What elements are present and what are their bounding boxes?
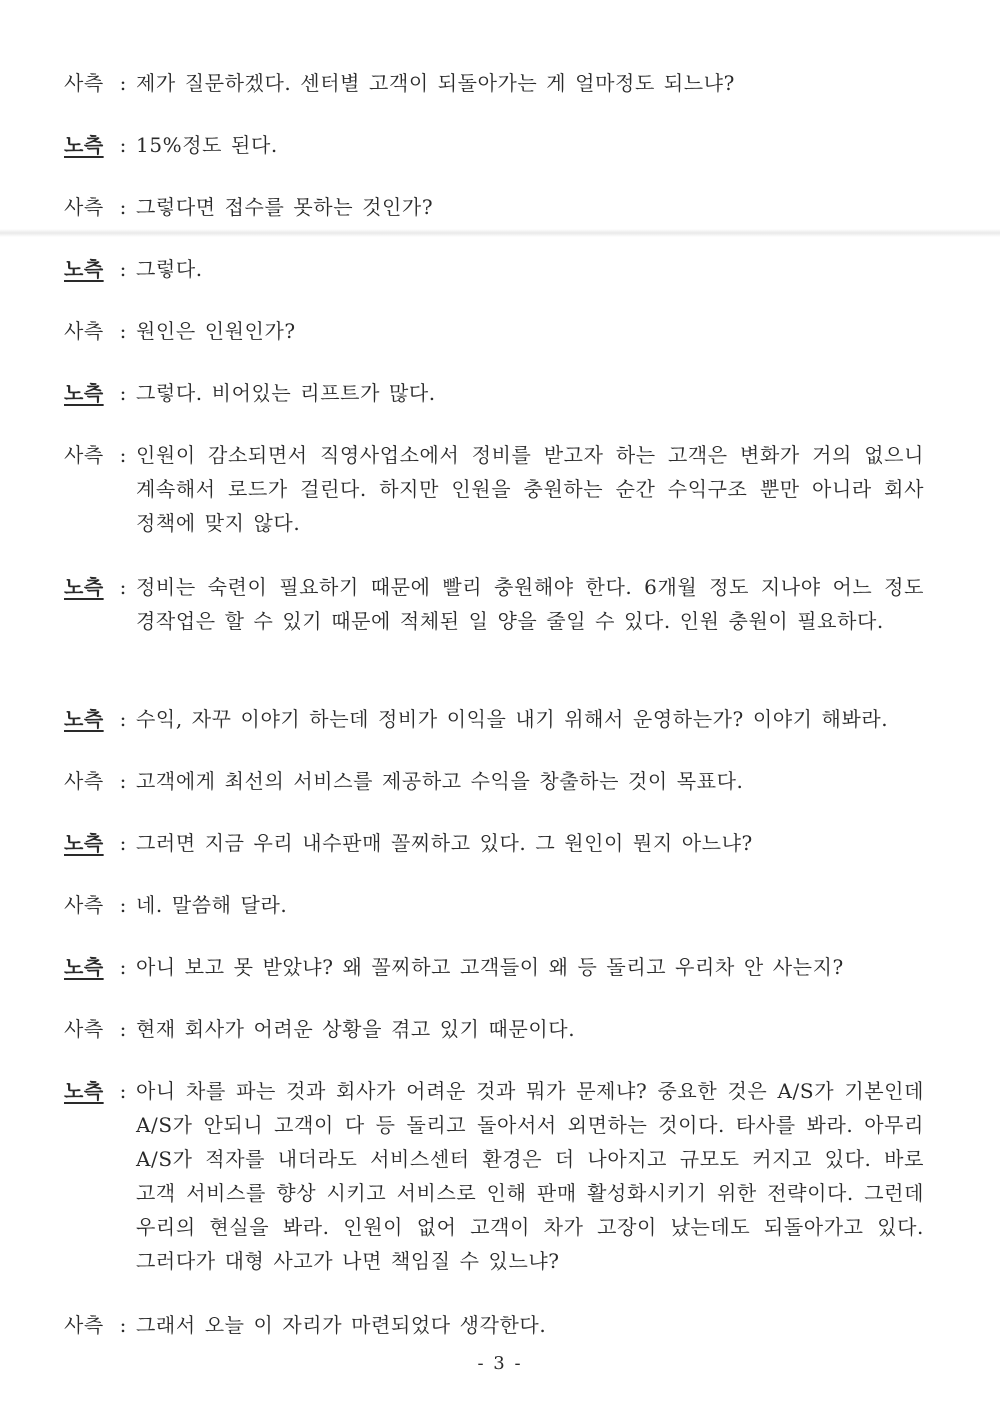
transcript-entry <box>64 66 924 100</box>
transcript-entry <box>64 190 924 224</box>
speaker-label: 노측 <box>64 575 104 599</box>
transcript-entry <box>64 764 924 798</box>
transcript-entry <box>64 1308 924 1342</box>
statement-text: 네. 말씀해 달라. <box>136 893 288 917</box>
statement-text: 수익, 자꾸 이야기 하는데 정비가 이익을 내기 위해서 운영하는가? 이야기 해봐라. <box>136 707 889 731</box>
statement-text: 고객에게 최선의 서비스를 제공하고 수익을 창출하는 것이 목표다. <box>136 769 744 793</box>
speaker-label: 노측 <box>64 381 104 405</box>
speaker-separator: : <box>119 1079 127 1103</box>
transcript-entry <box>64 570 924 638</box>
page-number: - 3 - <box>477 1353 523 1374</box>
speaker-label: 노측 <box>64 955 104 979</box>
statement-text: 그렇다. <box>136 257 203 281</box>
transcript-entry <box>64 1012 924 1046</box>
transcript-entry <box>64 888 924 922</box>
transcript-entry <box>64 702 924 736</box>
speaker-label: 사측 <box>64 195 104 219</box>
transcript-entry <box>64 128 924 162</box>
speaker-label: 노측 <box>64 257 104 281</box>
speaker-separator: : <box>119 707 127 731</box>
speaker-separator: : <box>119 195 127 219</box>
statement-text: 제가 질문하겠다. 센터별 고객이 되돌아가는 게 얼마정도 되느냐? <box>136 71 735 95</box>
speaker-label: 사측 <box>64 443 104 467</box>
speaker-separator: : <box>119 1017 127 1041</box>
speaker-label: 사측 <box>64 893 104 917</box>
statement-text: 정비는 숙련이 필요하기 때문에 빨리 충원해야 한다. 6개월 정도 지나야 어느 정도 경작업은 할 수 있기 때문에 적체된 일 양을 줄일 수 있다. 인원 충원이 필요하다. <box>136 575 924 633</box>
transcript-entry <box>64 950 924 984</box>
speaker-separator: : <box>119 769 127 793</box>
transcript-entry <box>64 438 924 540</box>
speaker-separator: : <box>119 1313 127 1337</box>
speaker-separator: : <box>119 575 127 599</box>
speaker-separator: : <box>119 133 127 157</box>
speaker-label: 노측 <box>64 831 104 855</box>
scan-artifact-line <box>0 229 1000 237</box>
statement-text: 그렇다면 접수를 못하는 것인가? <box>136 195 434 219</box>
transcript-entry <box>64 252 924 286</box>
statement-text: 현재 회사가 어려운 상황을 겪고 있기 때문이다. <box>136 1017 576 1041</box>
statement-text: 15%정도 된다. <box>136 133 278 157</box>
statement-text: 아니 차를 파는 것과 회사가 어려운 것과 뭐가 문제냐? 중요한 것은 A/S가 기본인데 A/S가 안되니 고객이 다 등 돌리고 돌아서서 외면하는 것이다. 타사를 봐라. 아무리 A/S가 적자를 내더라도 서비스센터 환경은 더 나아지고 규모도 커지고 있다. 바로 고객 서비스를 향상 시키고 서비스로 인해 판매 활성화시키기 위한 전략이다. 그런데 우리의 현실을 봐라. 인원이 없어 고객이 차가 고장이 났는데도 되돌아가고 있다. 그러다가 대형 사고가 나면 책임질 수 있느냐? <box>136 1079 924 1273</box>
speaker-label: 사측 <box>64 71 104 95</box>
speaker-label: 사측 <box>64 1017 104 1041</box>
statement-text: 인원이 감소되면서 직영사업소에서 정비를 받고자 하는 고객은 변화가 거의 없으니 계속해서 로드가 걸린다. 하지만 인원을 충원하는 순간 수익구조 뿐만 아니라 회사 정책에 맞지 않다. <box>136 443 924 535</box>
statement-text: 아니 보고 못 받았냐? 왜 꼴찌하고 고객들이 왜 등 돌리고 우리차 안 사는지? <box>136 955 844 979</box>
speaker-separator: : <box>119 319 127 343</box>
speaker-separator: : <box>119 257 127 281</box>
speaker-label: 노측 <box>64 133 104 157</box>
transcript-entry <box>64 826 924 860</box>
speaker-separator: : <box>119 381 127 405</box>
speaker-label: 노측 <box>64 707 104 731</box>
speaker-separator: : <box>119 955 127 979</box>
transcript-entry <box>64 1074 924 1278</box>
speaker-label: 사측 <box>64 319 104 343</box>
speaker-separator: : <box>119 893 127 917</box>
speaker-separator: : <box>119 831 127 855</box>
statement-text: 그렇다. 비어있는 리프트가 많다. <box>136 381 436 405</box>
statement-text: 그래서 오늘 이 자리가 마련되었다 생각한다. <box>136 1313 547 1337</box>
speaker-label: 사측 <box>64 769 104 793</box>
statement-text: 원인은 인원인가? <box>136 319 296 343</box>
speaker-separator: : <box>119 443 127 467</box>
transcript-entry <box>64 314 924 348</box>
speaker-separator: : <box>119 71 127 95</box>
speaker-label: 노측 <box>64 1079 104 1103</box>
speaker-label: 사측 <box>64 1313 104 1337</box>
transcript-entry <box>64 376 924 410</box>
statement-text: 그러면 지금 우리 내수판매 꼴찌하고 있다. 그 원인이 뭔지 아느냐? <box>136 831 753 855</box>
